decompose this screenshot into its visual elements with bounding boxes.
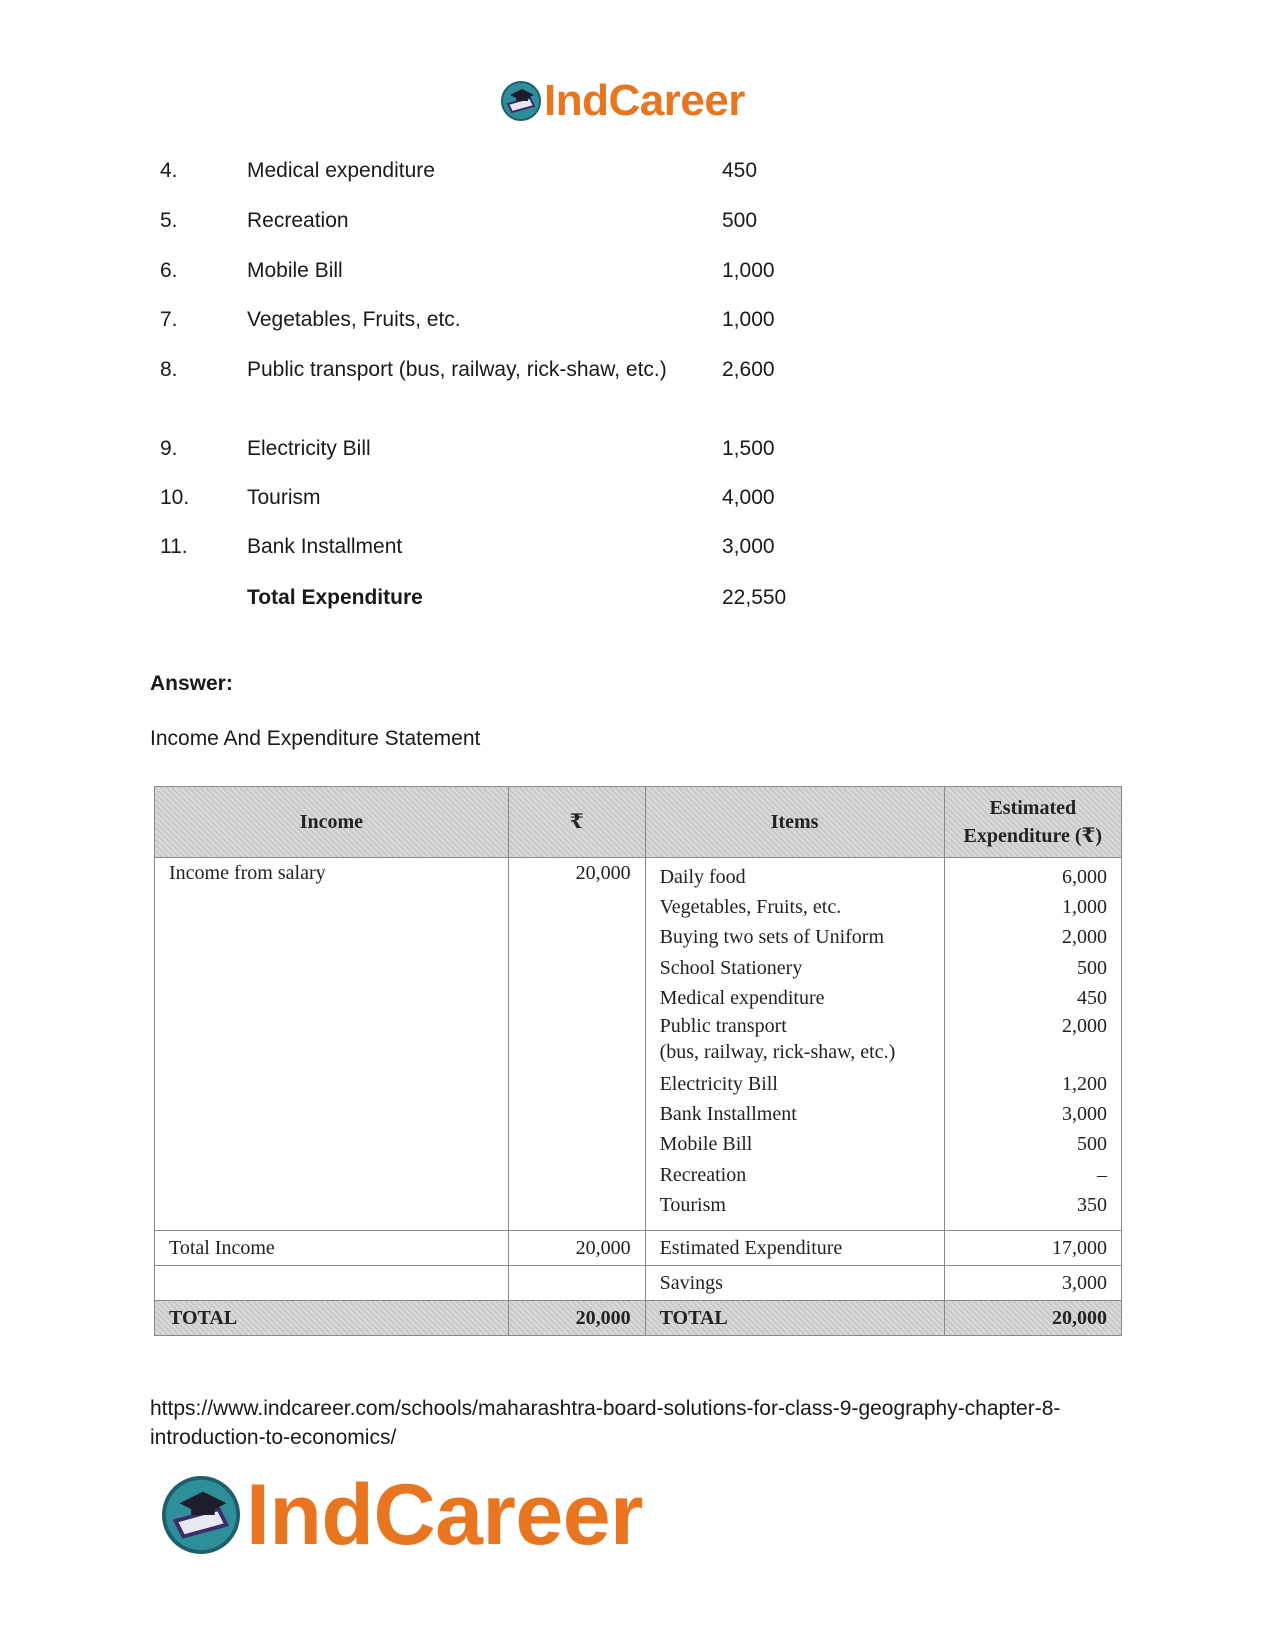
estimated-expenditure-amount: 17,000 — [944, 1231, 1121, 1266]
total-expenditure-label: Total Expenditure — [247, 586, 423, 609]
item-amount: 350 — [1077, 1193, 1107, 1216]
header-logo — [500, 76, 745, 126]
table-total-row — [155, 1301, 1122, 1336]
item-amount: 3,000 — [722, 535, 775, 558]
income-amount: 20,000 — [508, 858, 645, 1231]
source-url-link[interactable]: https://www.indcareer.com/schools/maharashtra-board-solutions-for-class-9-geography-chapter-8-introduction-to-economics/ — [150, 1397, 1061, 1449]
item-amount: 1,500 — [722, 437, 775, 460]
grand-total-income: 20,000 — [508, 1301, 645, 1336]
item-amount: 2,000 — [1062, 1014, 1107, 1037]
item-name: Public transport (bus, railway, rick-shaw, etc.) — [247, 358, 667, 381]
total-expenditure-amount: 22,550 — [722, 586, 787, 609]
income-source: Income from salary — [155, 858, 509, 1231]
header-items: Items — [645, 787, 944, 858]
item-amount: 4,000 — [722, 486, 775, 509]
item-name: Buying two sets of Uniform — [659, 926, 885, 949]
grand-total-label: TOTAL — [155, 1301, 509, 1336]
income-expenditure-table — [154, 786, 1122, 1336]
header-estimated-line2: Expenditure (₹) — [963, 825, 1103, 847]
item-amount: 2,000 — [1062, 926, 1107, 949]
item-amount: 500 — [722, 209, 758, 232]
item-amount: 450 — [1077, 986, 1107, 1009]
item-name: Electricity Bill — [247, 437, 371, 460]
savings-label: Savings — [645, 1266, 944, 1301]
item-name: Bank Installment — [659, 1103, 797, 1126]
answer-label: Answer: — [150, 672, 233, 695]
item-name: Electricity Bill — [659, 1072, 778, 1095]
graduation-book-globe-icon — [160, 1474, 242, 1556]
item-name: Public transport — [659, 1014, 787, 1037]
item-number: 5. — [160, 209, 178, 232]
footer-logo-text: IndCareer — [246, 1467, 643, 1563]
item-name: Daily food — [659, 866, 746, 888]
graduation-book-globe-icon — [500, 80, 542, 122]
items-column — [645, 858, 944, 1231]
item-name: Tourism — [247, 486, 321, 509]
grand-total-expenditure: 20,000 — [944, 1301, 1121, 1336]
item-number: 11. — [160, 535, 188, 558]
empty-cell — [155, 1266, 509, 1301]
item-name: Medical expenditure — [247, 159, 435, 182]
amounts-column — [944, 858, 1121, 1231]
item-name: Bank Installment — [247, 535, 403, 558]
footer-logo — [160, 1467, 643, 1563]
header-income: Income — [155, 787, 509, 858]
table-row — [155, 1266, 1122, 1301]
header-estimated-expenditure — [944, 787, 1121, 858]
estimated-expenditure-label: Estimated Expenditure — [645, 1231, 944, 1266]
item-amount: 1,000 — [1062, 896, 1107, 919]
header-estimated-line1: Estimated — [989, 797, 1077, 819]
grand-total-items-label: TOTAL — [645, 1301, 944, 1336]
item-name: Mobile Bill — [659, 1133, 753, 1156]
item-number: 9. — [160, 437, 178, 460]
item-amount: 1,000 — [722, 259, 775, 282]
table-header-row — [155, 787, 1122, 858]
item-name: Medical expenditure — [659, 986, 825, 1009]
header-logo-text: IndCareer — [544, 76, 745, 125]
total-income-amount: 20,000 — [508, 1231, 645, 1266]
table-row — [155, 1231, 1122, 1266]
item-number: 6. — [160, 259, 178, 282]
item-name-detail: (bus, railway, rick-shaw, etc.) — [659, 1040, 896, 1063]
item-name: Recreation — [659, 1163, 747, 1186]
item-name-two-line — [660, 1013, 930, 1069]
item-number: 8. — [160, 358, 178, 381]
item-amount: 450 — [722, 159, 758, 182]
table-row — [155, 858, 1122, 1231]
item-name: School Stationery — [659, 956, 803, 979]
item-name: Mobile Bill — [247, 259, 343, 282]
item-amount: 500 — [1077, 1133, 1107, 1156]
item-amount: – — [1097, 1163, 1107, 1186]
item-number: 10. — [160, 486, 190, 509]
item-name: Recreation — [247, 209, 349, 232]
item-amount: 6,000 — [1062, 866, 1107, 888]
item-amount: 2,600 — [722, 358, 775, 381]
item-amount: 3,000 — [1062, 1103, 1107, 1126]
item-name: Vegetables, Fruits, etc. — [659, 896, 842, 919]
item-name: Tourism — [659, 1193, 726, 1216]
item-amount: 1,200 — [1062, 1072, 1107, 1095]
savings-amount: 3,000 — [944, 1266, 1121, 1301]
item-number: 4. — [160, 159, 178, 182]
item-amount: 1,000 — [722, 308, 775, 331]
item-name: Vegetables, Fruits, etc. — [247, 308, 461, 331]
item-amount: 500 — [1077, 956, 1107, 979]
total-income-label: Total Income — [155, 1231, 509, 1266]
item-number: 7. — [160, 308, 178, 331]
header-rupee: ₹ — [508, 787, 645, 858]
statement-title: Income And Expenditure Statement — [150, 727, 481, 750]
empty-cell — [508, 1266, 645, 1301]
